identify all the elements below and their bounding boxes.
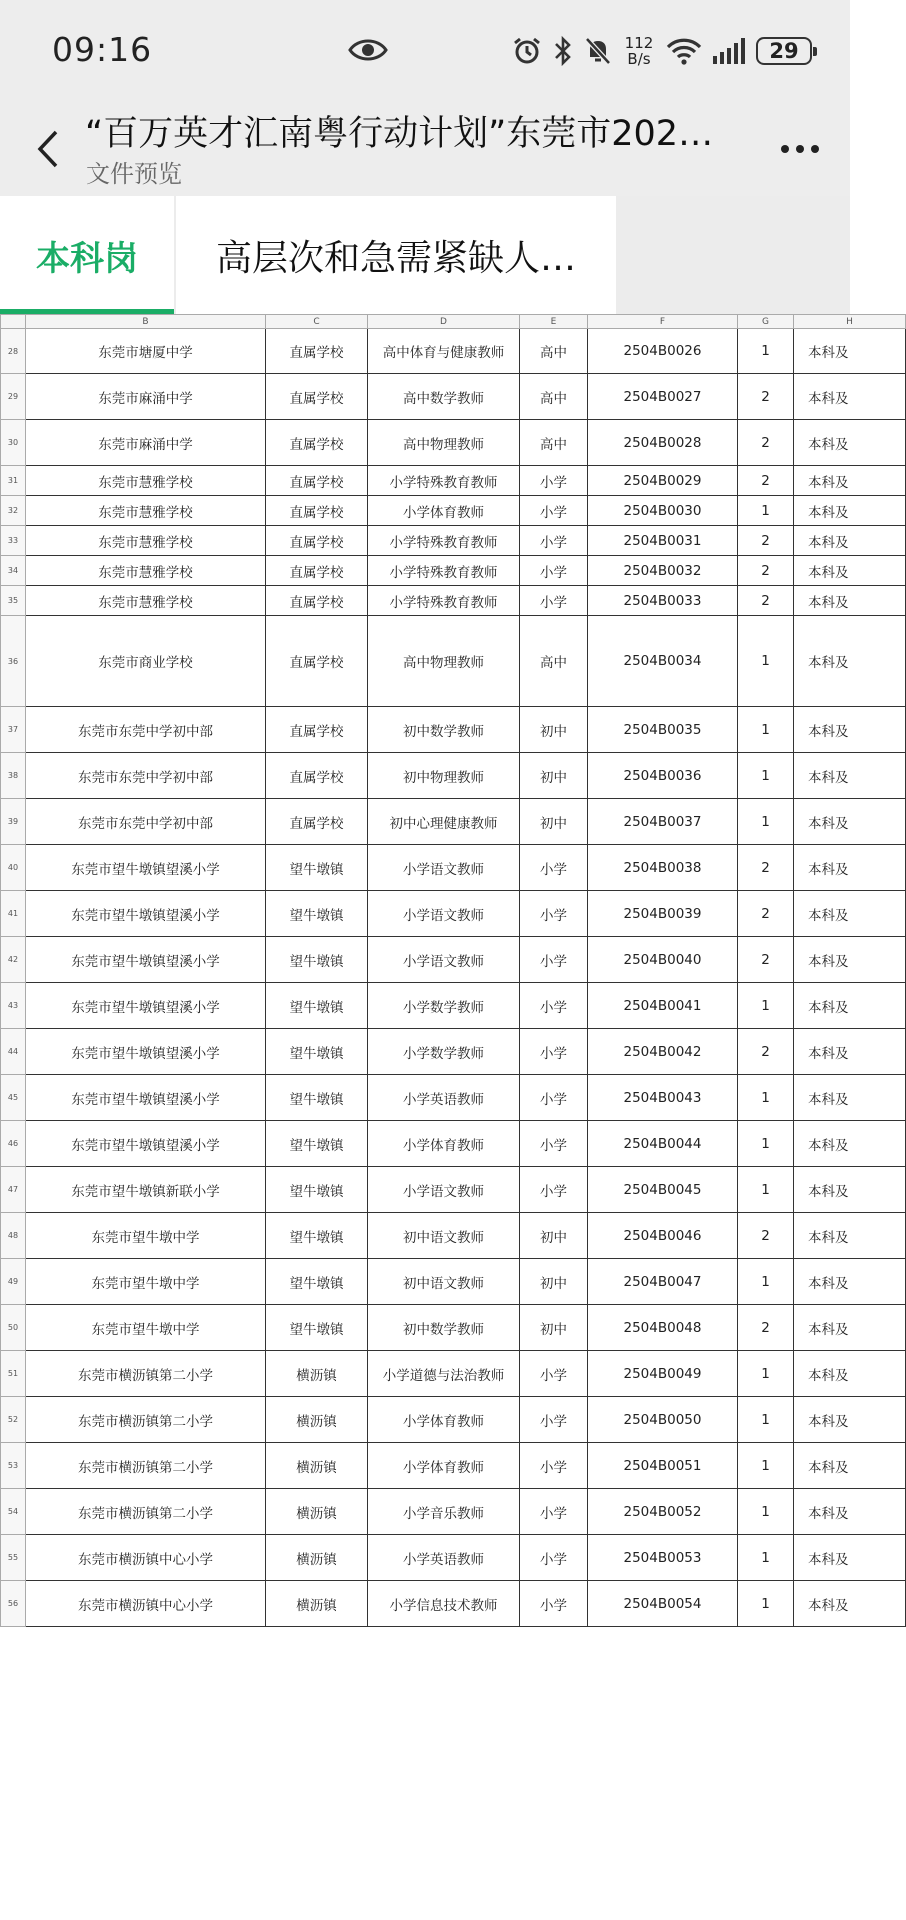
- chevron-left-icon: [28, 124, 68, 174]
- district-cell[interactable]: 直属学校: [266, 799, 368, 845]
- district-cell[interactable]: 望牛墩镇: [266, 845, 368, 891]
- table-row: [1, 1535, 906, 1581]
- district-cell[interactable]: 直属学校: [266, 526, 368, 556]
- district-cell[interactable]: 直属学校: [266, 466, 368, 496]
- row-number[interactable]: 42: [1, 937, 26, 983]
- position-cell[interactable]: 小学数学教师: [368, 1029, 520, 1075]
- post-code-cell[interactable]: 2504B0041: [588, 983, 738, 1029]
- district-cell[interactable]: 望牛墩镇: [266, 937, 368, 983]
- headcount-cell[interactable]: 1: [738, 1351, 794, 1397]
- title-bar: [0, 100, 850, 196]
- level-cell[interactable]: 小学: [520, 586, 588, 616]
- post-code-cell[interactable]: 2504B0043: [588, 1075, 738, 1121]
- column-header[interactable]: D: [368, 315, 520, 329]
- post-code-cell[interactable]: 2504B0036: [588, 753, 738, 799]
- post-code-cell[interactable]: 2504B0033: [588, 586, 738, 616]
- network-speed: [622, 35, 656, 67]
- post-code-cell[interactable]: 2504B0039: [588, 891, 738, 937]
- eye-icon: [348, 36, 388, 68]
- post-code-cell[interactable]: 2504B0046: [588, 1213, 738, 1259]
- education-cell[interactable]: 本科及: [794, 1489, 906, 1535]
- district-cell[interactable]: 横沥镇: [266, 1397, 368, 1443]
- level-cell[interactable]: 初中: [520, 707, 588, 753]
- school-cell[interactable]: 东莞市麻涌中学: [26, 420, 266, 466]
- education-cell[interactable]: 本科及: [794, 466, 906, 496]
- signal-icon: [712, 38, 746, 64]
- data-table: [0, 314, 906, 1627]
- row-number[interactable]: 32: [1, 496, 26, 526]
- education-cell[interactable]: 本科及: [794, 799, 906, 845]
- row-number[interactable]: 40: [1, 845, 26, 891]
- headcount-cell[interactable]: 2: [738, 845, 794, 891]
- education-cell[interactable]: 本科及: [794, 586, 906, 616]
- level-cell[interactable]: 小学: [520, 891, 588, 937]
- post-code-cell[interactable]: 2504B0044: [588, 1121, 738, 1167]
- school-cell[interactable]: 东莞市慧雅学校: [26, 526, 266, 556]
- position-cell[interactable]: 小学道德与法治教师: [368, 1351, 520, 1397]
- position-cell[interactable]: 初中语文教师: [368, 1259, 520, 1305]
- row-number[interactable]: 30: [1, 420, 26, 466]
- post-code-cell[interactable]: 2504B0028: [588, 420, 738, 466]
- school-cell[interactable]: 东莞市望牛墩镇新联小学: [26, 1167, 266, 1213]
- level-cell[interactable]: 小学: [520, 845, 588, 891]
- district-cell[interactable]: 横沥镇: [266, 1535, 368, 1581]
- post-code-cell[interactable]: 2504B0045: [588, 1167, 738, 1213]
- level-cell[interactable]: 初中: [520, 1305, 588, 1351]
- table-row: [1, 753, 906, 799]
- school-cell[interactable]: 东莞市望牛墩中学: [26, 1259, 266, 1305]
- position-cell[interactable]: 小学英语教师: [368, 1075, 520, 1121]
- position-cell[interactable]: 初中数学教师: [368, 707, 520, 753]
- position-cell[interactable]: 小学语文教师: [368, 1167, 520, 1213]
- headcount-cell[interactable]: 2: [738, 420, 794, 466]
- tab-high-level-talent[interactable]: 高层次和急需紧缺人…: [176, 196, 616, 314]
- post-code-cell[interactable]: 2504B0038: [588, 845, 738, 891]
- headcount-cell[interactable]: 2: [738, 1213, 794, 1259]
- level-cell[interactable]: 小学: [520, 526, 588, 556]
- corner-cell: [1, 315, 26, 329]
- position-cell[interactable]: 初中物理教师: [368, 753, 520, 799]
- row-number[interactable]: 43: [1, 983, 26, 1029]
- headcount-cell[interactable]: 2: [738, 1029, 794, 1075]
- school-cell[interactable]: 东莞市望牛墩镇望溪小学: [26, 845, 266, 891]
- post-code-cell[interactable]: 2504B0034: [588, 616, 738, 707]
- post-code-cell[interactable]: 2504B0035: [588, 707, 738, 753]
- post-code-cell[interactable]: 2504B0047: [588, 1259, 738, 1305]
- column-header[interactable]: G: [738, 315, 794, 329]
- district-cell[interactable]: 望牛墩镇: [266, 1259, 368, 1305]
- post-code-cell[interactable]: 2504B0049: [588, 1351, 738, 1397]
- headcount-cell[interactable]: 1: [738, 329, 794, 374]
- row-number[interactable]: 45: [1, 1075, 26, 1121]
- education-cell[interactable]: 本科及: [794, 1581, 906, 1627]
- wifi-icon: [666, 37, 702, 65]
- post-code-cell[interactable]: 2504B0054: [588, 1581, 738, 1627]
- spreadsheet[interactable]: [0, 314, 853, 1920]
- level-cell[interactable]: 小学: [520, 937, 588, 983]
- column-header[interactable]: C: [266, 315, 368, 329]
- table-row: [1, 1305, 906, 1351]
- education-cell[interactable]: 本科及: [794, 526, 906, 556]
- school-cell[interactable]: 东莞市望牛墩镇望溪小学: [26, 1121, 266, 1167]
- back-button[interactable]: [28, 124, 68, 174]
- more-options-button[interactable]: [780, 140, 820, 159]
- position-cell[interactable]: 高中物理教师: [368, 616, 520, 707]
- education-cell[interactable]: 本科及: [794, 891, 906, 937]
- row-number[interactable]: 54: [1, 1489, 26, 1535]
- headcount-cell[interactable]: 1: [738, 1121, 794, 1167]
- column-header[interactable]: B: [26, 315, 266, 329]
- education-cell[interactable]: 本科及: [794, 983, 906, 1029]
- district-cell[interactable]: 横沥镇: [266, 1351, 368, 1397]
- position-cell[interactable]: 小学英语教师: [368, 1535, 520, 1581]
- row-number[interactable]: 36: [1, 616, 26, 707]
- row-number[interactable]: 52: [1, 1397, 26, 1443]
- table-row: [1, 1443, 906, 1489]
- school-cell[interactable]: 东莞市慧雅学校: [26, 586, 266, 616]
- district-cell[interactable]: 望牛墩镇: [266, 891, 368, 937]
- education-cell[interactable]: 本科及: [794, 707, 906, 753]
- school-cell[interactable]: 东莞市望牛墩镇望溪小学: [26, 1075, 266, 1121]
- row-number[interactable]: 50: [1, 1305, 26, 1351]
- position-cell[interactable]: 小学体育教师: [368, 1121, 520, 1167]
- position-cell[interactable]: 小学体育教师: [368, 496, 520, 526]
- level-cell[interactable]: 小学: [520, 983, 588, 1029]
- level-cell[interactable]: 初中: [520, 753, 588, 799]
- district-cell[interactable]: 望牛墩镇: [266, 1121, 368, 1167]
- education-cell[interactable]: 本科及: [794, 1351, 906, 1397]
- education-cell[interactable]: 本科及: [794, 753, 906, 799]
- education-cell[interactable]: 本科及: [794, 329, 906, 374]
- table-row: [1, 1121, 906, 1167]
- headcount-cell[interactable]: 2: [738, 586, 794, 616]
- row-number[interactable]: 31: [1, 466, 26, 496]
- post-code-cell[interactable]: 2504B0031: [588, 526, 738, 556]
- position-cell[interactable]: 小学特殊教育教师: [368, 586, 520, 616]
- column-header[interactable]: F: [588, 315, 738, 329]
- row-number[interactable]: 46: [1, 1121, 26, 1167]
- level-cell[interactable]: 高中: [520, 616, 588, 707]
- level-cell[interactable]: 小学: [520, 556, 588, 586]
- status-bar: [0, 0, 850, 100]
- school-cell[interactable]: 东莞市慧雅学校: [26, 496, 266, 526]
- table-row: [1, 1397, 906, 1443]
- status-time: 09:16: [52, 30, 153, 69]
- school-cell[interactable]: 东莞市望牛墩镇望溪小学: [26, 983, 266, 1029]
- post-code-cell[interactable]: 2504B0037: [588, 799, 738, 845]
- row-number[interactable]: 49: [1, 1259, 26, 1305]
- position-cell[interactable]: 小学数学教师: [368, 983, 520, 1029]
- school-cell[interactable]: 东莞市横沥镇第二小学: [26, 1489, 266, 1535]
- school-cell[interactable]: 东莞市麻涌中学: [26, 374, 266, 420]
- district-cell[interactable]: 直属学校: [266, 556, 368, 586]
- district-cell[interactable]: 望牛墩镇: [266, 1075, 368, 1121]
- table-row: [1, 1351, 906, 1397]
- district-cell[interactable]: 直属学校: [266, 329, 368, 374]
- table-row: [1, 556, 906, 586]
- table-row: [1, 1581, 906, 1627]
- document-title: “百万英才汇南粤行动计划”东莞市202…: [85, 114, 714, 154]
- headcount-cell[interactable]: 1: [738, 983, 794, 1029]
- table-row: [1, 420, 906, 466]
- row-number[interactable]: 56: [1, 1581, 26, 1627]
- level-cell[interactable]: 初中: [520, 799, 588, 845]
- table-row: [1, 616, 906, 707]
- district-cell[interactable]: 直属学校: [266, 420, 368, 466]
- headcount-cell[interactable]: 1: [738, 799, 794, 845]
- district-cell[interactable]: 横沥镇: [266, 1443, 368, 1489]
- level-cell[interactable]: 小学: [520, 1121, 588, 1167]
- table-row: [1, 526, 906, 556]
- school-cell[interactable]: 东莞市慧雅学校: [26, 556, 266, 586]
- education-cell[interactable]: 本科及: [794, 1397, 906, 1443]
- headcount-cell[interactable]: 1: [738, 707, 794, 753]
- table-row: [1, 374, 906, 420]
- row-number[interactable]: 53: [1, 1443, 26, 1489]
- post-code-cell[interactable]: 2504B0048: [588, 1305, 738, 1351]
- position-cell[interactable]: 高中体育与健康教师: [368, 329, 520, 374]
- position-cell[interactable]: 高中数学教师: [368, 374, 520, 420]
- education-cell[interactable]: 本科及: [794, 1213, 906, 1259]
- school-cell[interactable]: 东莞市商业学校: [26, 616, 266, 707]
- level-cell[interactable]: 小学: [520, 1075, 588, 1121]
- post-code-cell[interactable]: 2504B0051: [588, 1443, 738, 1489]
- district-cell[interactable]: 望牛墩镇: [266, 1213, 368, 1259]
- table-row: [1, 1213, 906, 1259]
- column-header[interactable]: E: [520, 315, 588, 329]
- headcount-cell[interactable]: 2: [738, 556, 794, 586]
- headcount-cell[interactable]: 2: [738, 374, 794, 420]
- position-cell[interactable]: 小学特殊教育教师: [368, 556, 520, 586]
- network-speed-value: 112: [624, 34, 654, 52]
- education-cell[interactable]: 本科及: [794, 1259, 906, 1305]
- school-cell[interactable]: 东莞市横沥镇第二小学: [26, 1351, 266, 1397]
- more-dots-icon: [780, 143, 820, 155]
- mute-bell-icon: [584, 36, 612, 66]
- level-cell[interactable]: 小学: [520, 1535, 588, 1581]
- school-cell[interactable]: 东莞市东莞中学初中部: [26, 799, 266, 845]
- table-row: [1, 329, 906, 374]
- school-cell[interactable]: 东莞市横沥镇中心小学: [26, 1535, 266, 1581]
- position-cell[interactable]: 高中物理教师: [368, 420, 520, 466]
- school-cell[interactable]: 东莞市望牛墩镇望溪小学: [26, 891, 266, 937]
- headcount-cell[interactable]: 2: [738, 937, 794, 983]
- education-cell[interactable]: 本科及: [794, 937, 906, 983]
- headcount-cell[interactable]: 2: [738, 891, 794, 937]
- column-header-row: [1, 315, 906, 329]
- post-code-cell[interactable]: 2504B0050: [588, 1397, 738, 1443]
- school-cell[interactable]: 东莞市横沥镇中心小学: [26, 1581, 266, 1627]
- education-cell[interactable]: 本科及: [794, 1305, 906, 1351]
- headcount-cell[interactable]: 1: [738, 616, 794, 707]
- row-number[interactable]: 47: [1, 1167, 26, 1213]
- district-cell[interactable]: 望牛墩镇: [266, 1167, 368, 1213]
- level-cell[interactable]: 小学: [520, 1167, 588, 1213]
- education-cell[interactable]: 本科及: [794, 1443, 906, 1489]
- school-cell[interactable]: 东莞市东莞中学初中部: [26, 753, 266, 799]
- headcount-cell[interactable]: 1: [738, 753, 794, 799]
- row-number[interactable]: 55: [1, 1535, 26, 1581]
- row-number[interactable]: 48: [1, 1213, 26, 1259]
- table-row: [1, 1075, 906, 1121]
- level-cell[interactable]: 高中: [520, 420, 588, 466]
- level-cell[interactable]: 小学: [520, 1489, 588, 1535]
- post-code-cell[interactable]: 2504B0030: [588, 496, 738, 526]
- level-cell[interactable]: 小学: [520, 1397, 588, 1443]
- school-cell[interactable]: 东莞市横沥镇第二小学: [26, 1397, 266, 1443]
- education-cell[interactable]: 本科及: [794, 496, 906, 526]
- school-cell[interactable]: 东莞市望牛墩镇望溪小学: [26, 937, 266, 983]
- education-cell[interactable]: 本科及: [794, 420, 906, 466]
- headcount-cell[interactable]: 1: [738, 1489, 794, 1535]
- position-cell[interactable]: 小学音乐教师: [368, 1489, 520, 1535]
- headcount-cell[interactable]: 1: [738, 1075, 794, 1121]
- headcount-cell[interactable]: 1: [738, 1535, 794, 1581]
- education-cell[interactable]: 本科及: [794, 616, 906, 707]
- row-number[interactable]: 35: [1, 586, 26, 616]
- school-cell[interactable]: 东莞市塘厦中学: [26, 329, 266, 374]
- row-number[interactable]: 37: [1, 707, 26, 753]
- tab-undergraduate[interactable]: 本科岗: [0, 196, 174, 314]
- education-cell[interactable]: 本科及: [794, 1029, 906, 1075]
- level-cell[interactable]: 小学: [520, 1581, 588, 1627]
- row-number[interactable]: 51: [1, 1351, 26, 1397]
- position-cell[interactable]: 初中心理健康教师: [368, 799, 520, 845]
- table-row: [1, 1489, 906, 1535]
- post-code-cell[interactable]: 2504B0053: [588, 1535, 738, 1581]
- position-cell[interactable]: 小学体育教师: [368, 1397, 520, 1443]
- post-code-cell[interactable]: 2504B0052: [588, 1489, 738, 1535]
- level-cell[interactable]: 小学: [520, 466, 588, 496]
- district-cell[interactable]: 望牛墩镇: [266, 1029, 368, 1075]
- status-icons: [512, 28, 812, 74]
- row-number[interactable]: 29: [1, 374, 26, 420]
- education-cell[interactable]: 本科及: [794, 1167, 906, 1213]
- table-row: [1, 937, 906, 983]
- level-cell[interactable]: 小学: [520, 1029, 588, 1075]
- table-row: [1, 466, 906, 496]
- education-cell[interactable]: 本科及: [794, 556, 906, 586]
- post-code-cell[interactable]: 2504B0042: [588, 1029, 738, 1075]
- row-number[interactable]: 28: [1, 329, 26, 374]
- level-cell[interactable]: 初中: [520, 1259, 588, 1305]
- post-code-cell[interactable]: 2504B0027: [588, 374, 738, 420]
- headcount-cell[interactable]: 1: [738, 1259, 794, 1305]
- headcount-cell[interactable]: 1: [738, 1167, 794, 1213]
- headcount-cell[interactable]: 1: [738, 496, 794, 526]
- district-cell[interactable]: 直属学校: [266, 496, 368, 526]
- position-cell[interactable]: 小学信息技术教师: [368, 1581, 520, 1627]
- position-cell[interactable]: 小学语文教师: [368, 937, 520, 983]
- education-cell[interactable]: 本科及: [794, 845, 906, 891]
- district-cell[interactable]: 直属学校: [266, 374, 368, 420]
- table-row: [1, 845, 906, 891]
- row-number[interactable]: 39: [1, 799, 26, 845]
- education-cell[interactable]: 本科及: [794, 374, 906, 420]
- post-code-cell[interactable]: 2504B0029: [588, 466, 738, 496]
- district-cell[interactable]: 望牛墩镇: [266, 983, 368, 1029]
- level-cell[interactable]: 初中: [520, 1213, 588, 1259]
- level-cell[interactable]: 小学: [520, 1443, 588, 1489]
- education-cell[interactable]: 本科及: [794, 1535, 906, 1581]
- table-row: [1, 983, 906, 1029]
- district-cell[interactable]: 横沥镇: [266, 1489, 368, 1535]
- row-number[interactable]: 34: [1, 556, 26, 586]
- table-row: [1, 586, 906, 616]
- row-number[interactable]: 41: [1, 891, 26, 937]
- battery-indicator: 29: [756, 37, 812, 65]
- table-row: [1, 891, 906, 937]
- district-cell[interactable]: 望牛墩镇: [266, 1305, 368, 1351]
- district-cell[interactable]: 直属学校: [266, 707, 368, 753]
- school-cell[interactable]: 东莞市横沥镇第二小学: [26, 1443, 266, 1489]
- sheet-tabs: [0, 196, 850, 314]
- row-number[interactable]: 38: [1, 753, 26, 799]
- table-row: [1, 496, 906, 526]
- headcount-cell[interactable]: 2: [738, 1305, 794, 1351]
- level-cell[interactable]: 小学: [520, 1351, 588, 1397]
- alarm-icon: [512, 36, 542, 66]
- position-cell[interactable]: 小学语文教师: [368, 845, 520, 891]
- column-header[interactable]: H: [794, 315, 906, 329]
- table-row: [1, 1029, 906, 1075]
- document-subtitle: 文件预览: [86, 160, 182, 188]
- school-cell[interactable]: 东莞市望牛墩中学: [26, 1213, 266, 1259]
- position-cell[interactable]: 初中语文教师: [368, 1213, 520, 1259]
- school-cell[interactable]: 东莞市东莞中学初中部: [26, 707, 266, 753]
- district-cell[interactable]: 直属学校: [266, 616, 368, 707]
- position-cell[interactable]: 小学体育教师: [368, 1443, 520, 1489]
- district-cell[interactable]: 直属学校: [266, 753, 368, 799]
- position-cell[interactable]: 小学语文教师: [368, 891, 520, 937]
- post-code-cell[interactable]: 2504B0026: [588, 329, 738, 374]
- headcount-cell[interactable]: 1: [738, 1397, 794, 1443]
- education-cell[interactable]: 本科及: [794, 1075, 906, 1121]
- school-cell[interactable]: 东莞市望牛墩镇望溪小学: [26, 1029, 266, 1075]
- position-cell[interactable]: 初中数学教师: [368, 1305, 520, 1351]
- level-cell[interactable]: 小学: [520, 496, 588, 526]
- bluetooth-icon: [552, 36, 574, 66]
- table-row: [1, 799, 906, 845]
- row-number[interactable]: 33: [1, 526, 26, 556]
- table-row: [1, 1259, 906, 1305]
- district-cell[interactable]: 直属学校: [266, 586, 368, 616]
- post-code-cell[interactable]: 2504B0032: [588, 556, 738, 586]
- school-cell[interactable]: 东莞市望牛墩中学: [26, 1305, 266, 1351]
- headcount-cell[interactable]: 1: [738, 1581, 794, 1627]
- position-cell[interactable]: 小学特殊教育教师: [368, 466, 520, 496]
- post-code-cell[interactable]: 2504B0040: [588, 937, 738, 983]
- row-number[interactable]: 44: [1, 1029, 26, 1075]
- level-cell[interactable]: 高中: [520, 329, 588, 374]
- table-row: [1, 1167, 906, 1213]
- position-cell[interactable]: 小学特殊教育教师: [368, 526, 520, 556]
- headcount-cell[interactable]: 1: [738, 1443, 794, 1489]
- network-speed-unit: B/s: [627, 50, 651, 68]
- school-cell[interactable]: 东莞市慧雅学校: [26, 466, 266, 496]
- level-cell[interactable]: 高中: [520, 374, 588, 420]
- education-cell[interactable]: 本科及: [794, 1121, 906, 1167]
- headcount-cell[interactable]: 2: [738, 466, 794, 496]
- district-cell[interactable]: 横沥镇: [266, 1581, 368, 1627]
- headcount-cell[interactable]: 2: [738, 526, 794, 556]
- table-row: [1, 707, 906, 753]
